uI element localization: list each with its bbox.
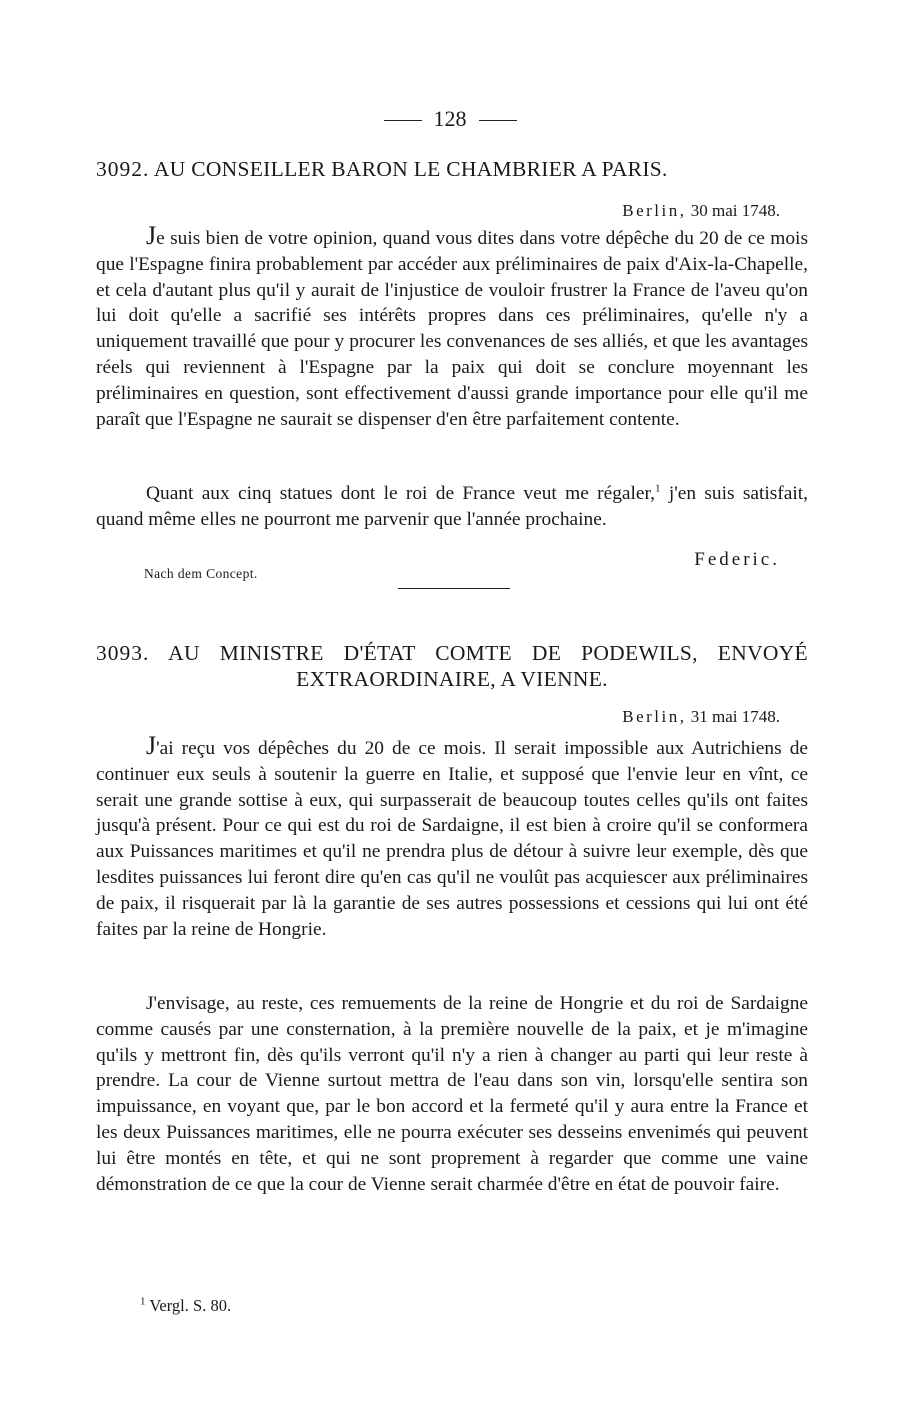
- footnote-text: Vergl. S. 80.: [149, 1296, 232, 1315]
- page-number: 128: [433, 106, 467, 131]
- letter-title-line-1: [96, 640, 808, 666]
- letter-3092-paragraph-2: [96, 481, 808, 533]
- section-separator: [398, 588, 510, 589]
- date-place: Berlin,: [622, 707, 687, 726]
- letter-title: AU CONSEILLER BARON LE CHAMBRIER A PARIS.: [153, 157, 668, 181]
- initial-letter: J: [146, 731, 157, 760]
- letter-3092-dateline: [622, 201, 780, 221]
- paragraph-text: Quant aux cinq statues dont le roi de France veut me régaler,: [146, 483, 656, 504]
- signature: Federic.: [694, 549, 780, 570]
- letter-3092-heading: [96, 156, 808, 182]
- footnote-mark: 1: [140, 1295, 146, 1308]
- paragraph-text-continued: j'en suis satisfait, quand même elles ne pourront me parvenir que l'année prochaine.: [96, 483, 808, 530]
- letter-number: 3093.: [96, 641, 150, 665]
- letter-3093-paragraph-2: [96, 991, 808, 1197]
- date-place: Berlin,: [622, 201, 687, 220]
- paragraph-text: J'envisage, au reste, ces remuements de la reine de Hongrie et du roi de Sardaigne comme causés par une consternation, à la première nouvelle de la paix, et je m'imagine qu'ils y mettront fin, dès qu'ils verront qu'il n'y a rien à changer au parti qui leur reste à prendre. La cour de Vienne surtout mettra de l'eau dans son vin, lorsqu'elle sentira son impuissance, en voyant que, par le bon accord et la fermeté qu'il y aura entre la France et les deux Puissances maritimes, elle ne pourra exécuter ses desseins envenimés qui peuvent lui être montés en tête, et qui ne sont proprement à regarder que comme une vaine démonstration de ce que la cour de Vienne serait charmée d'être en état de pouvoir faire.: [96, 993, 808, 1195]
- footnote-reference: 1: [655, 482, 661, 495]
- letter-3093-paragraph-1: [96, 733, 808, 942]
- letter-title-line-2: EXTRAORDINAIRE, A VIENNE.: [296, 667, 608, 691]
- footnote: [140, 1296, 231, 1316]
- initial-letter: J: [146, 221, 157, 250]
- letter-number: 3092.: [96, 157, 150, 181]
- letter-3093-dateline: [622, 707, 780, 727]
- source-note: Nach dem Concept.: [144, 566, 258, 581]
- dash-left: [384, 120, 422, 121]
- date: 30 mai 1748.: [690, 201, 780, 220]
- letter-3092-paragraph-1: [96, 223, 808, 432]
- page-number-line: [0, 106, 900, 132]
- date: 31 mai 1748.: [690, 707, 780, 726]
- letter-3093-heading: [96, 640, 808, 692]
- dash-right: [479, 120, 517, 121]
- paragraph-text: e suis bien de votre opinion, quand vous dites dans votre dépêche du 20 de ce mois que l'Espagne finira probablement par accéder aux préliminaires de paix d'Aix-la-Chapelle, et cela d'autant plus qu'il y aurait de l'injustice de vouloir frustrer la France de l'aveu qu'on lui doit qu'elle a sacrifié ses intérêts propres dans ces préliminaires, qu'elle n'y a uniquement travaillé que pour y procurer les convenances de ses alliés, et que les avantages réels qui reviennent à l'Espagne par la paix qui doit se conclure moyennant les préliminaires en question, sont effectivement d'aussi grande importance pour elle qu'il me paraît que l'Espagne ne saurait se dispenser d'en être parfaitement contente.: [96, 228, 808, 430]
- paragraph-text: 'ai reçu vos dépêches du 20 de ce mois. Il serait impossible aux Autrichiens de continuer eux seuls à soutenir la guerre en Italie, et supposé que l'envie leur en vînt, ce serait une grande sottise à eux, qui surpasserait de beaucoup toutes celles qu'ils ont faites jusqu'à présent. Pour ce qui est du roi de Sardaigne, il est bien à croire qu'il se conformera aux Puissances maritimes et qu'il ne prendra plus de détour à suivre leur exemple, dès que lesdites puissances lui feront dire qu'en cas qu'il ne voulût pas acquiescer aux préliminaires de paix, il risquerait par là la garantie de ses autres possessions et cessions qui lui ont été faites par la reine de Hongrie.: [96, 738, 808, 940]
- letter-title: AU MINISTRE D'ÉTAT COMTE DE PODEWILS, ENVOYÉ: [168, 641, 808, 665]
